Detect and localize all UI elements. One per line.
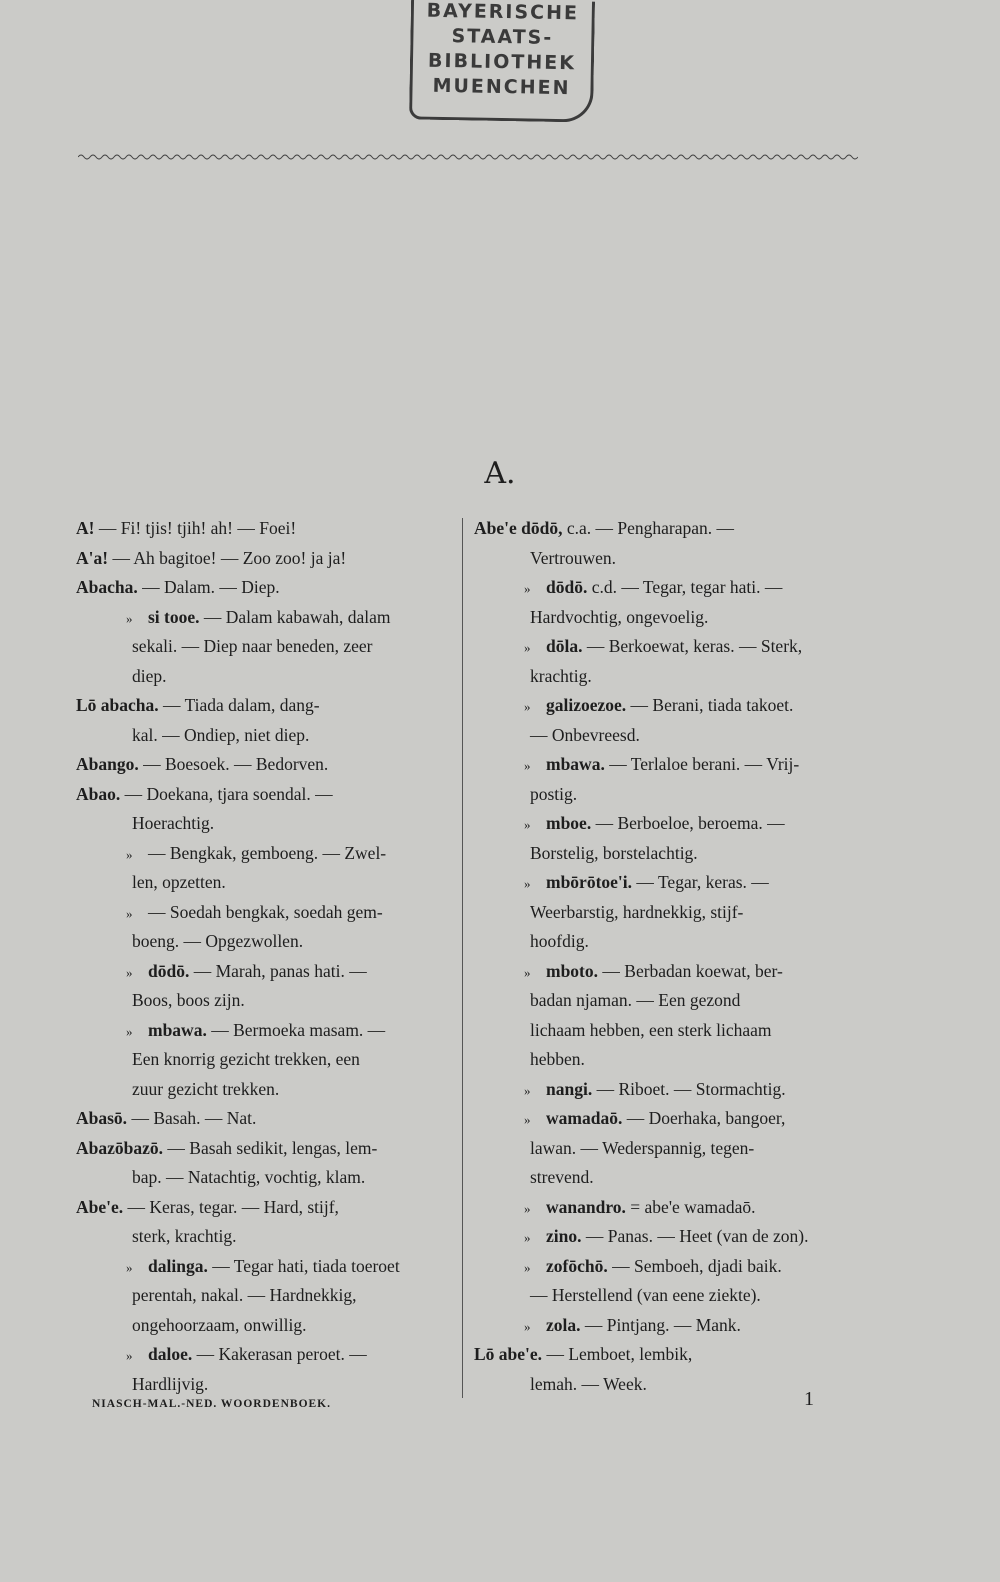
headword: dalinga. bbox=[148, 1255, 208, 1276]
entry-line bbox=[474, 1193, 854, 1223]
headword: A! bbox=[76, 518, 95, 538]
definition-text: sekali. — Diep naar beneden, zeer bbox=[132, 636, 373, 656]
definition-text: Hardvochtig, ongevoelig. bbox=[530, 606, 709, 627]
definition-text: — Keras, tegar. — Hard, stijf, bbox=[123, 1196, 339, 1217]
definition-text: — Dalam kabawah, dalam bbox=[199, 606, 391, 627]
headword: Abe'e dōdō, bbox=[474, 518, 563, 538]
entry-line bbox=[76, 1104, 458, 1134]
definition-text: — Doekana, tjara soendal. — bbox=[120, 783, 333, 804]
entry-line bbox=[474, 1281, 854, 1311]
entry-line bbox=[76, 927, 458, 957]
running-footer: NIASCH-MAL.-NED. WOORDENBOEK. bbox=[92, 1398, 331, 1410]
entry-line bbox=[76, 839, 458, 869]
entry-line bbox=[474, 1134, 854, 1164]
definition-text: krachtig. bbox=[530, 665, 592, 686]
definition-text: — Tiada dalam, dang- bbox=[158, 695, 320, 715]
headword: wamadaō. bbox=[546, 1108, 623, 1128]
definition-text: zuur gezicht trekken. bbox=[132, 1078, 280, 1099]
entry-line bbox=[474, 1016, 854, 1046]
entry-line bbox=[474, 1370, 854, 1400]
entry-line bbox=[474, 1340, 854, 1370]
entry-line bbox=[474, 603, 854, 633]
entry-line bbox=[474, 632, 854, 662]
headword: mbawa. bbox=[148, 1019, 207, 1040]
headword: dōla. bbox=[546, 636, 583, 656]
headword: Abacha. bbox=[76, 577, 138, 597]
entry-line bbox=[76, 514, 458, 544]
definition-text: hebben. bbox=[530, 1049, 585, 1069]
definition-text: Boos, boos zijn. bbox=[132, 990, 245, 1010]
entry-line bbox=[474, 1163, 854, 1193]
ditto-mark: » bbox=[126, 846, 133, 862]
entry-line bbox=[474, 927, 854, 957]
ditto-mark: » bbox=[524, 758, 531, 773]
entry-line bbox=[76, 544, 458, 574]
entry-line bbox=[474, 809, 854, 839]
definition-text: — Terlaloe berani. — Vrij- bbox=[604, 754, 800, 774]
entry-line bbox=[76, 868, 458, 898]
ditto-mark: » bbox=[126, 964, 133, 980]
entry-line bbox=[76, 573, 458, 603]
definition-text: c.d. — Tegar, tegar hati. — bbox=[587, 577, 783, 597]
definition-text: — Tegar, keras. — bbox=[632, 872, 769, 892]
right-column bbox=[474, 514, 854, 1399]
entry-line bbox=[76, 1134, 458, 1164]
ditto-mark: » bbox=[524, 817, 531, 832]
definition-text: lichaam hebben, een sterk lichaam bbox=[530, 1019, 772, 1040]
ditto-mark: » bbox=[524, 699, 531, 714]
ditto-mark: » bbox=[126, 905, 133, 921]
headword: zino. bbox=[546, 1226, 582, 1246]
definition-text: — Berani, tiada takoet. bbox=[626, 695, 794, 715]
entry-line bbox=[474, 1104, 854, 1134]
ditto-mark: » bbox=[126, 1023, 133, 1039]
entry-line bbox=[76, 1075, 458, 1105]
definition-text: — Fi! tjis! tjih! ah! — Foei! bbox=[94, 518, 297, 538]
headword: Abao. bbox=[76, 783, 121, 804]
definition-text: sterk, krachtig. bbox=[132, 1226, 237, 1246]
definition-text: badan njaman. — Een gezond bbox=[530, 990, 741, 1010]
stamp-line: BIBLIOTHEK bbox=[427, 49, 577, 75]
entry-line bbox=[76, 1016, 458, 1046]
definition-text: Hardlijvig. bbox=[132, 1373, 209, 1394]
entry-line bbox=[76, 1163, 458, 1193]
column-divider bbox=[462, 518, 463, 1398]
definition-text: — Onbevreesd. bbox=[530, 724, 640, 745]
headword: zola. bbox=[546, 1314, 581, 1335]
ditto-mark: » bbox=[524, 964, 531, 980]
definition-text: Borstelig, borstelachtig. bbox=[530, 842, 698, 863]
headword: mbōrōtoe'i. bbox=[546, 872, 633, 892]
ditto-mark: » bbox=[126, 610, 133, 626]
entry-line bbox=[474, 780, 854, 810]
definition-text: — Pintjang. — Mank. bbox=[580, 1314, 741, 1335]
definition-text: — Soedah bengkak, soedah gem- bbox=[148, 901, 383, 922]
library-stamp bbox=[409, 0, 595, 123]
headword: mbawa. bbox=[546, 754, 605, 774]
entry-line bbox=[474, 573, 854, 603]
entry-line bbox=[76, 603, 458, 633]
headword: Abe'e. bbox=[76, 1196, 124, 1217]
stamp-line: STAATS- bbox=[451, 25, 554, 49]
entry-line bbox=[474, 721, 854, 751]
definition-text: — Bengkak, gemboeng. — Zwel- bbox=[148, 842, 387, 863]
headword: mboe. bbox=[546, 813, 592, 833]
definition-text: boeng. — Opgezwollen. bbox=[132, 931, 304, 951]
ditto-mark: » bbox=[524, 876, 531, 891]
headword: nangi. bbox=[546, 1078, 593, 1099]
definition-text: = abe'e wamadaō. bbox=[625, 1196, 756, 1217]
definition-text: lawan. — Wederspannig, tegen- bbox=[530, 1137, 755, 1158]
entry-line bbox=[76, 721, 458, 751]
entry-line bbox=[474, 1252, 854, 1282]
headword: mboto. bbox=[546, 960, 599, 981]
entry-line bbox=[76, 1252, 458, 1282]
ditto-mark: » bbox=[524, 1112, 531, 1127]
ornamental-rule bbox=[78, 152, 858, 161]
stamp-line: MUENCHEN bbox=[432, 74, 571, 100]
definition-text: bap. — Natachtig, vochtig, klam. bbox=[132, 1167, 366, 1187]
entry-line bbox=[76, 1340, 458, 1370]
ditto-mark: » bbox=[126, 1259, 133, 1275]
ditto-mark: » bbox=[524, 1200, 531, 1216]
headword: dōdō. bbox=[148, 960, 190, 981]
ditto-mark: » bbox=[524, 1318, 531, 1334]
entry-line bbox=[76, 1222, 458, 1252]
entry-line bbox=[474, 1045, 854, 1075]
entry-line bbox=[76, 1281, 458, 1311]
definition-text: Weerbarstig, hardnekkig, stijf- bbox=[530, 901, 744, 922]
definition-text: — Berbadan koewat, ber- bbox=[598, 960, 783, 981]
entry-line bbox=[474, 750, 854, 780]
section-letter: A. bbox=[484, 456, 516, 491]
definition-text: perentah, nakal. — Hardnekkig, bbox=[132, 1285, 357, 1305]
entry-line bbox=[474, 839, 854, 869]
definition-text: — Basah sedikit, lengas, lem- bbox=[163, 1137, 378, 1158]
definition-text: — Riboet. — Stormachtig. bbox=[592, 1078, 786, 1099]
page-number: 1 bbox=[804, 1388, 814, 1410]
entry-line bbox=[76, 750, 458, 780]
entry-line bbox=[76, 662, 458, 692]
entry-line bbox=[474, 514, 854, 544]
entry-line bbox=[474, 957, 854, 987]
headword: wanandro. bbox=[546, 1196, 626, 1217]
definition-text: postig. bbox=[530, 783, 578, 804]
entry-line bbox=[76, 809, 458, 839]
ditto-mark: » bbox=[524, 581, 531, 596]
headword: A'a! bbox=[76, 547, 109, 568]
definition-text: — Tegar hati, tiada toeroet bbox=[207, 1255, 400, 1276]
entry-line bbox=[76, 691, 458, 721]
headword: Lō abe'e. bbox=[474, 1344, 543, 1364]
definition-text: lemah. — Week. bbox=[530, 1373, 647, 1394]
definition-text: Vertrouwen. bbox=[530, 547, 617, 568]
entry-line bbox=[474, 1075, 854, 1105]
entry-line bbox=[474, 986, 854, 1016]
definition-text: — Bermoeka masam. — bbox=[206, 1019, 386, 1040]
definition-text: — Berkoewat, keras. — Sterk, bbox=[582, 636, 803, 656]
headword: Abango. bbox=[76, 754, 139, 774]
definition-text: ongehoorzaam, onwillig. bbox=[132, 1314, 307, 1335]
definition-text: c.a. — Pengharapan. — bbox=[562, 518, 735, 538]
definition-text: len, opzetten. bbox=[132, 872, 226, 892]
entry-line bbox=[474, 898, 854, 928]
entry-line bbox=[474, 544, 854, 574]
definition-text: — Kakerasan peroet. — bbox=[192, 1344, 367, 1364]
entry-line bbox=[76, 1193, 458, 1223]
definition-text: Hoerachtig. bbox=[132, 813, 215, 833]
entry-line bbox=[76, 957, 458, 987]
ditto-mark: » bbox=[524, 1082, 531, 1098]
definition-text: — Dalam. — Diep. bbox=[137, 577, 280, 597]
headword: zofōchō. bbox=[546, 1255, 608, 1276]
definition-text: — Semboeh, djadi baik. bbox=[607, 1255, 782, 1276]
definition-text: — Ah bagitoe! — Zoo zoo! ja ja! bbox=[108, 547, 347, 568]
headword: Abasō. bbox=[76, 1108, 128, 1128]
headword: dōdō. bbox=[546, 577, 588, 597]
entry-line bbox=[474, 1222, 854, 1252]
entry-line bbox=[76, 898, 458, 928]
headword: si tooe. bbox=[148, 606, 200, 627]
definition-text: — Marah, panas hati. — bbox=[189, 960, 367, 981]
ditto-mark: » bbox=[524, 640, 531, 655]
left-column bbox=[76, 514, 458, 1399]
ditto-mark: » bbox=[524, 1259, 531, 1275]
entry-line bbox=[474, 868, 854, 898]
entry-line bbox=[474, 691, 854, 721]
entry-line bbox=[76, 1045, 458, 1075]
ditto-mark: » bbox=[524, 1230, 531, 1245]
entry-line bbox=[76, 780, 458, 810]
definition-text: hoofdig. bbox=[530, 931, 589, 951]
definition-text: Een knorrig gezicht trekken, een bbox=[132, 1049, 360, 1069]
definition-text: diep. bbox=[132, 665, 167, 686]
entry-line bbox=[76, 986, 458, 1016]
headword: galizoezoe. bbox=[546, 695, 627, 715]
stamp-line: BAYERISCHE bbox=[426, 0, 580, 25]
definition-text: — Herstellend (van eene ziekte). bbox=[530, 1285, 761, 1305]
headword: Abazōbazō. bbox=[76, 1137, 164, 1158]
ditto-mark: » bbox=[126, 1348, 133, 1363]
entry-line bbox=[76, 1311, 458, 1341]
definition-text: — Boesoek. — Bedorven. bbox=[138, 754, 329, 774]
definition-text: — Doerhaka, bangoer, bbox=[622, 1108, 786, 1128]
entry-line bbox=[76, 632, 458, 662]
entry-line bbox=[76, 1370, 458, 1400]
definition-text: — Lemboet, lembik, bbox=[542, 1344, 693, 1364]
definition-text: — Panas. — Heet (van de zon). bbox=[581, 1226, 809, 1246]
definition-text: — Berboeloe, beroema. — bbox=[591, 813, 785, 833]
definition-text: — Basah. — Nat. bbox=[127, 1108, 257, 1128]
entry-line bbox=[474, 662, 854, 692]
definition-text: strevend. bbox=[530, 1167, 594, 1187]
headword: daloe. bbox=[148, 1344, 193, 1364]
entry-line bbox=[474, 1311, 854, 1341]
definition-text: kal. — Ondiep, niet diep. bbox=[132, 724, 310, 745]
headword: Lō abacha. bbox=[76, 695, 159, 715]
